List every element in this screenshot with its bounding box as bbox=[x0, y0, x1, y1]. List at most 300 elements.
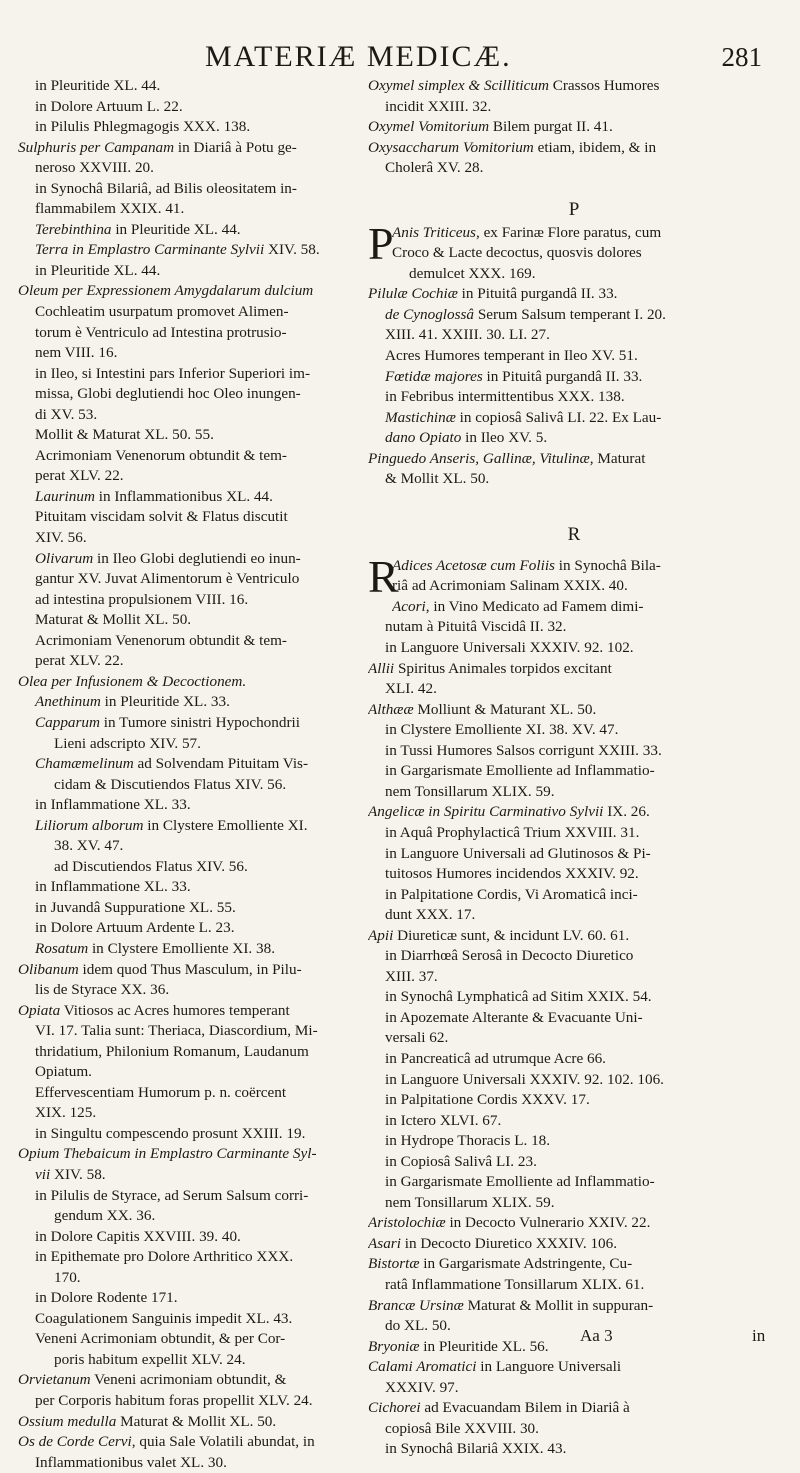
entry-text: in Ictero XLVI. 67. bbox=[385, 1111, 502, 1129]
entry-text: in Clystere Emolliente XI. 38. bbox=[88, 939, 276, 957]
index-entry-line bbox=[368, 1172, 780, 1193]
entry-text: in Ileo, si Intestini pars Inferior Superiori im- bbox=[35, 364, 310, 382]
index-entry-line bbox=[18, 261, 363, 282]
entry-text: Maturat & Mollit in suppuran- bbox=[463, 1296, 654, 1314]
entry-text: Pituitam viscidam solvit & Flatus discutit bbox=[35, 508, 288, 526]
entry-text: demulcet XXX. 169. bbox=[409, 264, 536, 282]
index-entry-line bbox=[368, 305, 780, 326]
entry-text: gendum XX. 36. bbox=[54, 1207, 156, 1225]
index-entry-line bbox=[18, 1227, 363, 1248]
entry-text: Spiritus Animales torpidos excitant bbox=[394, 659, 612, 677]
entry-text: Inflammationibus valet XL. 30. bbox=[35, 1453, 227, 1471]
entry-text: XLI. 42. bbox=[385, 680, 437, 698]
index-entry-line bbox=[368, 76, 780, 97]
entry-text: Cholerâ XV. 28. bbox=[385, 159, 484, 177]
index-entry-line bbox=[368, 428, 780, 449]
entry-text: Vitiosos ac Acres humores temperant bbox=[60, 1001, 290, 1019]
index-entry-line bbox=[368, 782, 780, 803]
entry-text: in Synochâ Bilariâ, ad Bilis oleositatem in- bbox=[35, 179, 297, 197]
dropcap-r: R bbox=[368, 550, 399, 602]
entry-text: cidam & Discutiendos Flatus XIV. 56. bbox=[54, 775, 287, 793]
index-entry-line bbox=[368, 1028, 780, 1049]
index-entry-line bbox=[18, 1062, 363, 1083]
entry-text: in Pleuritide XL. 56. bbox=[419, 1337, 549, 1355]
entry-headword: vii bbox=[35, 1165, 51, 1183]
index-entry-line bbox=[368, 823, 780, 844]
index-entry-line bbox=[18, 918, 363, 939]
entry-headword: Mastichinæ bbox=[385, 408, 456, 426]
index-entry-line bbox=[18, 651, 363, 672]
entry-text: ad intestina propulsionem VIII. 16. bbox=[35, 590, 249, 608]
entry-text: nem VIII. 16. bbox=[35, 344, 118, 362]
signature-mark: Aa 3 bbox=[580, 1326, 613, 1345]
entry-text: Bilem purgat II. 41. bbox=[489, 118, 613, 136]
entry-text: in Synochâ Bila- bbox=[554, 556, 661, 574]
catchword: in bbox=[752, 1326, 766, 1345]
entry-headword: Os de Corde Cervi bbox=[18, 1433, 132, 1451]
entry-text: missa, Globi deglutiendi hoc Oleo inungen- bbox=[35, 385, 301, 403]
index-entry-line bbox=[368, 1070, 780, 1091]
entry-text: IX. 26. bbox=[603, 803, 650, 821]
index-entry-line bbox=[18, 343, 363, 364]
entry-text: per Corporis habitum foras propellit XLV. 24. bbox=[35, 1392, 313, 1409]
entry-text: ad Evacuandam Bilem in Diariâ à bbox=[420, 1399, 630, 1417]
entry-text: in Tumore sinistri Hypochondrii bbox=[99, 713, 300, 731]
index-entry-line bbox=[368, 1008, 780, 1029]
entry-text: in Pancreaticâ ad utrumque Acre 66. bbox=[385, 1049, 606, 1067]
entry-text: in Languore Universali XXXIV. 92. 102. 106. bbox=[385, 1070, 664, 1088]
entry-text: Effervescentiam Humorum p. n. coërcent bbox=[35, 1083, 287, 1101]
page-number: 281 bbox=[721, 42, 762, 72]
index-entry-line bbox=[18, 1412, 363, 1433]
entry-text: in Febribus intermittentibus XXX. 138. bbox=[385, 388, 625, 406]
index-entry-line bbox=[18, 138, 363, 159]
index-entry-line bbox=[368, 761, 780, 782]
index-entry-line bbox=[368, 987, 780, 1008]
index-entry-line bbox=[368, 1439, 780, 1460]
index-entry-line bbox=[18, 939, 363, 960]
entry-text: Coagulationem Sanguinis impedit XL. 43. bbox=[35, 1309, 293, 1327]
index-entry-line bbox=[18, 1186, 363, 1207]
entry-text: Maturat & Mollit XL. 50. bbox=[116, 1412, 277, 1430]
index-entry-line bbox=[368, 864, 780, 885]
entry-text: nem Tonsillarum XLIX. 59. bbox=[385, 782, 555, 800]
entry-headword: Allii bbox=[368, 659, 395, 677]
entry-text: 170. bbox=[54, 1268, 81, 1286]
entry-text: in Inflammatione XL. 33. bbox=[35, 796, 191, 814]
index-entry-line bbox=[18, 980, 363, 1001]
o-entries-continuation bbox=[368, 76, 780, 179]
entry-text: Molliunt & Maturant XL. 50. bbox=[413, 700, 597, 718]
index-entry-line bbox=[368, 284, 780, 305]
entry-headword: Olivarum bbox=[35, 549, 94, 567]
index-entry-line bbox=[368, 741, 780, 762]
entry-line: Croco & Lacte decoctus, quosvis dolores bbox=[392, 244, 642, 262]
index-entry-line bbox=[18, 466, 363, 487]
entry-text: Crassos Humores bbox=[548, 77, 660, 94]
entry-text: in Clystere Emolliente XI. bbox=[143, 816, 308, 834]
entry-text: in Languore Universali XXXIV. 92. 102. bbox=[385, 639, 634, 657]
entry-text: Maturat bbox=[593, 449, 646, 467]
entry-text: in Pilulis Phlegmagogis XXX. 138. bbox=[35, 118, 251, 136]
index-entry-line bbox=[368, 1111, 780, 1132]
entry-text: di XV. 53. bbox=[35, 405, 98, 423]
index-entry-line bbox=[368, 844, 780, 865]
entry-headword: Anethinum bbox=[35, 693, 101, 711]
index-entry-line bbox=[18, 528, 363, 549]
index-entry-line bbox=[368, 679, 780, 700]
entry-text: Veneni Acrimoniam obtundit, & per Cor- bbox=[35, 1330, 286, 1348]
entry-headword: Adices Acetosæ cum Foliis bbox=[392, 556, 555, 574]
entry-text: lis de Styrace XX. 36. bbox=[35, 981, 170, 999]
index-entry-line bbox=[18, 1103, 363, 1124]
entry-headword: de Cynoglossâ bbox=[385, 305, 475, 323]
entry-text: in Ileo XV. 5. bbox=[461, 429, 548, 447]
index-entry-line bbox=[18, 179, 363, 200]
entry-text: in Decocto Diuretico XXXIV. 106. bbox=[400, 1234, 618, 1252]
index-entry-line bbox=[18, 405, 363, 426]
index-entry-line bbox=[18, 1021, 363, 1042]
index-entry-line bbox=[368, 1378, 780, 1399]
section-p-entries bbox=[368, 264, 780, 490]
entry-headword: Bistortæ bbox=[368, 1255, 420, 1273]
entry-headword: Sulphuris per Campanam bbox=[18, 138, 175, 156]
entry-headword: Orvietanum bbox=[18, 1371, 91, 1389]
entry-headword: Cichorei bbox=[368, 1399, 421, 1417]
entry-headword: Brancæ Ursinæ bbox=[368, 1296, 464, 1314]
entry-text: torum è Ventriculo ad Intestina protrusio- bbox=[35, 323, 287, 341]
index-entry-line bbox=[18, 220, 363, 241]
index-entry-line bbox=[18, 1247, 363, 1268]
entry-text: Mollit & Maturat XL. 50. 55. bbox=[35, 426, 214, 444]
index-entry-line bbox=[18, 323, 363, 344]
index-entry-line bbox=[368, 700, 780, 721]
index-entry-line bbox=[368, 1357, 780, 1378]
entry-text: in Palpitatione Cordis XXXV. 17. bbox=[385, 1091, 590, 1109]
index-entry-line bbox=[18, 734, 363, 755]
entry-text: XIV. 56. bbox=[35, 529, 87, 547]
entry-text: in Dolore Rodente 171. bbox=[35, 1289, 178, 1307]
index-entry-line bbox=[18, 97, 363, 118]
index-entry-line bbox=[368, 802, 780, 823]
index-entry-line bbox=[18, 1453, 363, 1473]
entry-headword: Ossium medulla bbox=[18, 1412, 117, 1430]
entry-text: in Synochâ Bilariâ XXIX. 43. bbox=[385, 1440, 567, 1458]
entry-text: XXXIV. 97. bbox=[385, 1378, 459, 1396]
entry-headword: Bryoniæ bbox=[368, 1337, 420, 1355]
index-entry-line bbox=[18, 960, 363, 981]
index-entry-line bbox=[18, 1391, 363, 1412]
entry-text: in Pleuritide XL. 33. bbox=[100, 693, 230, 711]
entry-text: in Languore Universali bbox=[476, 1358, 622, 1376]
index-entry-line bbox=[18, 158, 363, 179]
entry-headword: Chamæmelinum bbox=[35, 755, 134, 773]
entry-headword: Rosatum bbox=[35, 939, 89, 957]
entry-text: in Dolore Capitis XXVIII. 39. 40. bbox=[35, 1227, 241, 1245]
dropcap-p: P bbox=[368, 217, 394, 269]
index-entry-line bbox=[18, 1124, 363, 1145]
entry-text: in copiosâ Salivâ LI. 22. Ex Lau- bbox=[455, 408, 662, 426]
entry-text: in Palpitatione Cordis, Vi Aromaticâ inci- bbox=[385, 885, 638, 903]
entry-text: in Aquâ Prophylacticâ Trium XXVIII. 31. bbox=[385, 823, 640, 841]
entry-text: incidit XXIII. 32. bbox=[385, 97, 492, 115]
index-entry-line bbox=[18, 384, 363, 405]
index-entry-line bbox=[368, 659, 780, 680]
entry-text: XIV. 58. bbox=[50, 1165, 106, 1183]
entry-text: & Mollit XL. 50. bbox=[385, 470, 490, 488]
entry-headword: Acori bbox=[392, 597, 426, 615]
index-entry-line bbox=[18, 1083, 363, 1104]
entry-headword: Althææ bbox=[368, 700, 414, 718]
entry-text: nutam à Pituitâ Viscidâ II. 32. bbox=[385, 618, 567, 636]
index-entry-line bbox=[18, 364, 363, 385]
entry-text: in Clystere Emolliente XI. 38. XV. 47. bbox=[385, 721, 619, 739]
index-entry-line bbox=[18, 836, 363, 857]
entry-text: etiam, ibidem, & in bbox=[533, 138, 657, 156]
entry-text: in Inflammationibus XL. 44. bbox=[94, 487, 273, 505]
entry-headword: Oleum per Expressionem Amygdalarum dulcium bbox=[18, 282, 314, 300]
index-entry-line bbox=[18, 281, 363, 302]
index-entry-line bbox=[18, 1370, 363, 1391]
entry-text: dunt XXX. 17. bbox=[385, 906, 476, 924]
entry-headword: Angelicæ in Spiritu Carminativo Sylvii bbox=[368, 803, 604, 821]
entry-text: copiosâ Bile XXVIII. 30. bbox=[385, 1419, 539, 1437]
index-entry-line bbox=[368, 967, 780, 988]
entry-headword: Laurinum bbox=[35, 487, 95, 505]
index-entry-line bbox=[18, 1350, 363, 1371]
entry-text: do XL. 50. bbox=[385, 1317, 451, 1335]
entry-text: XIII. 37. bbox=[385, 967, 438, 985]
index-entry-line bbox=[18, 795, 363, 816]
entry-text: in Tussi Humores Salsos corrigunt XXIII. 33. bbox=[385, 741, 662, 759]
index-entry-line bbox=[368, 1296, 780, 1317]
entry-text: ad Discutiendos Flatus XIV. 56. bbox=[54, 857, 248, 875]
entry-text: Opiatum. bbox=[35, 1063, 92, 1081]
index-entry-line bbox=[368, 1398, 780, 1419]
index-entry-line bbox=[392, 264, 780, 285]
index-entry-line bbox=[18, 1432, 363, 1453]
index-entry-line bbox=[368, 1193, 780, 1214]
entry-text: in Pituitâ purgandâ II. 33. bbox=[457, 285, 618, 303]
index-entry-line bbox=[18, 425, 363, 446]
index-entry-line bbox=[368, 946, 780, 967]
entry-text: in Hydrope Thoracis L. 18. bbox=[385, 1132, 551, 1150]
entry-text: Maturat & Mollit XL. 50. bbox=[35, 611, 192, 629]
entry-text: XIV. 58. bbox=[264, 241, 320, 259]
entry-text: Acres Humores temperant in Ileo XV. 51. bbox=[385, 347, 638, 365]
index-entry-line bbox=[18, 631, 363, 652]
entry-text: nem Tonsillarum XLIX. 59. bbox=[385, 1193, 555, 1211]
entry-text: ad Solvendam Pituitam Vis- bbox=[133, 755, 309, 773]
entry-text: in Pilulis de Styrace, ad Serum Salsum corri- bbox=[35, 1186, 309, 1204]
index-entry-line bbox=[368, 1275, 780, 1296]
index-entry-line bbox=[368, 1131, 780, 1152]
entry-headword: dano Opiato bbox=[385, 429, 462, 447]
index-entry-line bbox=[18, 199, 363, 220]
entry-headword: Fœtidæ majores bbox=[385, 367, 483, 385]
entry-text: versali 62. bbox=[385, 1029, 449, 1047]
page-header bbox=[0, 40, 800, 76]
entry-text: Diureticæ sunt, & incidunt LV. 60. 61. bbox=[393, 926, 630, 944]
section-letter-r: R bbox=[567, 523, 581, 545]
entry-headword: Olea per Infusionem & Decoctionem. bbox=[18, 672, 247, 690]
entry-text: , in Vino Medicato ad Famem dimi- bbox=[425, 597, 644, 615]
entry-headword: Opium Thebaicum in Emplastro Carminante Syl- bbox=[18, 1145, 317, 1163]
entry-text: XIII. 41. XXIII. 30. LI. 27. bbox=[385, 326, 550, 344]
index-entry-line bbox=[18, 1288, 363, 1309]
entry-text: tuitosos Humores incidendos XXXIV. 92. bbox=[385, 865, 639, 883]
entry-text: Acrimoniam Venenorum obtundit & tem- bbox=[35, 631, 287, 649]
index-entry-line bbox=[18, 1268, 363, 1289]
index-entry-line bbox=[18, 754, 363, 775]
entry-text: in Singultu compescendo prosunt XXIII. 19. bbox=[35, 1124, 306, 1142]
index-entry-line bbox=[368, 885, 780, 906]
index-entry-line bbox=[368, 408, 780, 429]
entry-headword: Apii bbox=[368, 926, 394, 944]
running-title: MATERIÆ MEDICÆ. bbox=[205, 40, 512, 73]
index-entry-line bbox=[368, 387, 780, 408]
entry-text: in Pleuritide XL. 44. bbox=[35, 261, 161, 279]
index-entry-line bbox=[18, 446, 363, 467]
index-entry-line bbox=[368, 117, 780, 138]
index-entry-line bbox=[368, 1419, 780, 1440]
entry-text: in Pituitâ purgandâ II. 33. bbox=[482, 367, 643, 385]
section-letter-p: P bbox=[568, 198, 580, 220]
index-entry-line bbox=[368, 1254, 780, 1275]
index-entry-line bbox=[18, 302, 363, 323]
index-entry-line bbox=[18, 1165, 363, 1186]
entry-text: in Epithemate pro Dolore Arthritico XXX. bbox=[35, 1248, 294, 1266]
entry-text: in Apozemate Alterante & Evacuante Uni- bbox=[385, 1008, 643, 1026]
index-entry-line bbox=[368, 346, 780, 367]
index-entry-line bbox=[18, 76, 363, 97]
entry-headword: Anis Triticeus bbox=[392, 223, 476, 241]
entry-headword: Liliorum alborum bbox=[35, 816, 144, 834]
page-footer bbox=[0, 1326, 800, 1350]
index-entry-line bbox=[368, 1234, 780, 1255]
index-entry-line bbox=[18, 816, 363, 837]
entry-text: ratâ Inflammatione Tonsillarum XLIX. 61. bbox=[385, 1275, 645, 1293]
index-entry-line bbox=[18, 857, 363, 878]
entry-text: XIX. 125. bbox=[35, 1104, 97, 1122]
entry-text: in Inflammatione XL. 33. bbox=[35, 878, 191, 896]
entry-headword: Capparum bbox=[35, 713, 100, 731]
index-entry-line bbox=[18, 569, 363, 590]
index-entry-line bbox=[18, 117, 363, 138]
section-p-opening bbox=[368, 217, 780, 269]
entry-line: riâ ad Acrimoniam Salinam XXIX. 40. bbox=[392, 577, 628, 595]
entry-headword: Asari bbox=[368, 1234, 401, 1252]
entry-headword: Olibanum bbox=[18, 960, 79, 978]
right-column bbox=[368, 76, 780, 1460]
index-entry-line bbox=[18, 487, 363, 508]
entry-text: in Gargarismate Adstringente, Cu- bbox=[419, 1255, 633, 1273]
index-entry-line bbox=[368, 926, 780, 947]
index-entry-line bbox=[368, 367, 780, 388]
index-entry-line bbox=[368, 617, 780, 638]
index-entry-line bbox=[18, 240, 363, 261]
entry-headword: Pinguedo Anseris, Gallinæ, Vitulinæ, bbox=[368, 449, 594, 467]
index-entry-line bbox=[392, 597, 780, 618]
index-entry-line bbox=[18, 692, 363, 713]
entry-text: in Juvandâ Suppuratione XL. 55. bbox=[35, 898, 236, 916]
index-entry-line bbox=[18, 610, 363, 631]
index-entry-line bbox=[368, 1213, 780, 1234]
entry-text: , quia Sale Volatili abundat, in bbox=[131, 1433, 315, 1451]
entry-text: in Languore Universali ad Glutinosos & Pi- bbox=[385, 844, 651, 862]
entry-headword: Pilulæ Cochiæ bbox=[368, 285, 458, 303]
index-entry-line bbox=[368, 1090, 780, 1111]
entry-text: in Dolore Artuum L. 22. bbox=[35, 97, 183, 115]
entry-text: VI. 17. Talia sunt: Theriaca, Diascordium, Mi- bbox=[35, 1022, 318, 1040]
index-entry-line bbox=[368, 449, 780, 470]
entry-text: in Dolore Artuum Ardente L. 23. bbox=[35, 919, 235, 937]
index-entry-line bbox=[18, 590, 363, 611]
index-entry-line bbox=[18, 1206, 363, 1227]
entry-text: perat XLV. 22. bbox=[35, 467, 124, 485]
entry-text: , ex Farinæ Flore paratus, cum bbox=[475, 223, 662, 241]
index-entry-line bbox=[18, 1001, 363, 1022]
index-entry-line bbox=[18, 549, 363, 570]
left-column bbox=[18, 76, 363, 1473]
entry-text: Veneni acrimoniam obtundit, & bbox=[90, 1371, 287, 1389]
entry-text: gantur XV. Juvat Alimentorum è Ventriculo bbox=[35, 570, 300, 588]
entry-headword: Oxymel Vomitorium bbox=[368, 118, 490, 136]
index-entry-line bbox=[368, 1049, 780, 1070]
index-entry-line bbox=[18, 713, 363, 734]
entry-text: in Gargarismate Emolliente ad Inflammatio- bbox=[385, 1173, 655, 1191]
index-entry-line bbox=[368, 97, 780, 118]
index-entry-line bbox=[368, 138, 780, 159]
entry-text: in Pleuritide XL. 44. bbox=[35, 77, 161, 94]
section-r-opening bbox=[368, 550, 780, 602]
entry-headword: Calami Aromatici bbox=[368, 1358, 477, 1376]
index-entry-line bbox=[368, 720, 780, 741]
index-entry-line bbox=[18, 672, 363, 693]
entry-text: in Synochâ Lymphaticâ ad Sitim XXIX. 54. bbox=[385, 988, 652, 1006]
entry-headword: Aristolochiæ bbox=[368, 1214, 446, 1232]
entry-text: in Diariâ à Potu ge- bbox=[174, 138, 297, 156]
index-entry-line bbox=[368, 158, 780, 179]
entry-text: poris habitum expellit XLV. 24. bbox=[54, 1350, 246, 1368]
entry-text: flammabilem XXIX. 41. bbox=[35, 200, 185, 218]
index-entry-line bbox=[368, 1152, 780, 1173]
entry-text: Cochleatim usurpatum promovet Alimen- bbox=[35, 303, 289, 321]
entry-text: neroso XXVIII. 20. bbox=[35, 159, 154, 177]
entry-text: in Pleuritide XL. 44. bbox=[111, 220, 241, 238]
entry-text: in Ileo Globi deglutiendi eo inun- bbox=[93, 549, 301, 567]
entry-text: in Decocto Vulnerario XXIV. 22. bbox=[445, 1214, 651, 1232]
index-entry-line bbox=[18, 1042, 363, 1063]
entry-text: Serum Salsum temperant I. 20. bbox=[474, 305, 666, 323]
index-entry-line bbox=[368, 905, 780, 926]
entry-text: in Diarrhœâ Serosâ in Decocto Diuretico bbox=[385, 947, 634, 965]
entry-headword: Terra in Emplastro Carminante Sylvii bbox=[35, 241, 265, 259]
index-entry-line bbox=[18, 877, 363, 898]
entry-headword: Terebinthina bbox=[35, 220, 112, 238]
index-entry-line bbox=[368, 469, 780, 490]
index-entry-line bbox=[18, 775, 363, 796]
index-entry-line bbox=[18, 1144, 363, 1165]
entry-headword: Oxysaccharum Vomitorium bbox=[368, 138, 534, 156]
entry-text: perat XLV. 22. bbox=[35, 652, 124, 670]
entry-text: idem quod Thus Masculum, in Pilu- bbox=[78, 960, 302, 978]
entry-headword: Oxymel simplex & Scilliticum bbox=[368, 77, 549, 94]
entry-text: in Gargarismate Emolliente ad Inflammatio- bbox=[385, 762, 655, 780]
entry-headword: Opiata bbox=[18, 1001, 61, 1019]
index-entry-line bbox=[368, 325, 780, 346]
entry-text: Acrimoniam Venenorum obtundit & tem- bbox=[35, 446, 287, 464]
